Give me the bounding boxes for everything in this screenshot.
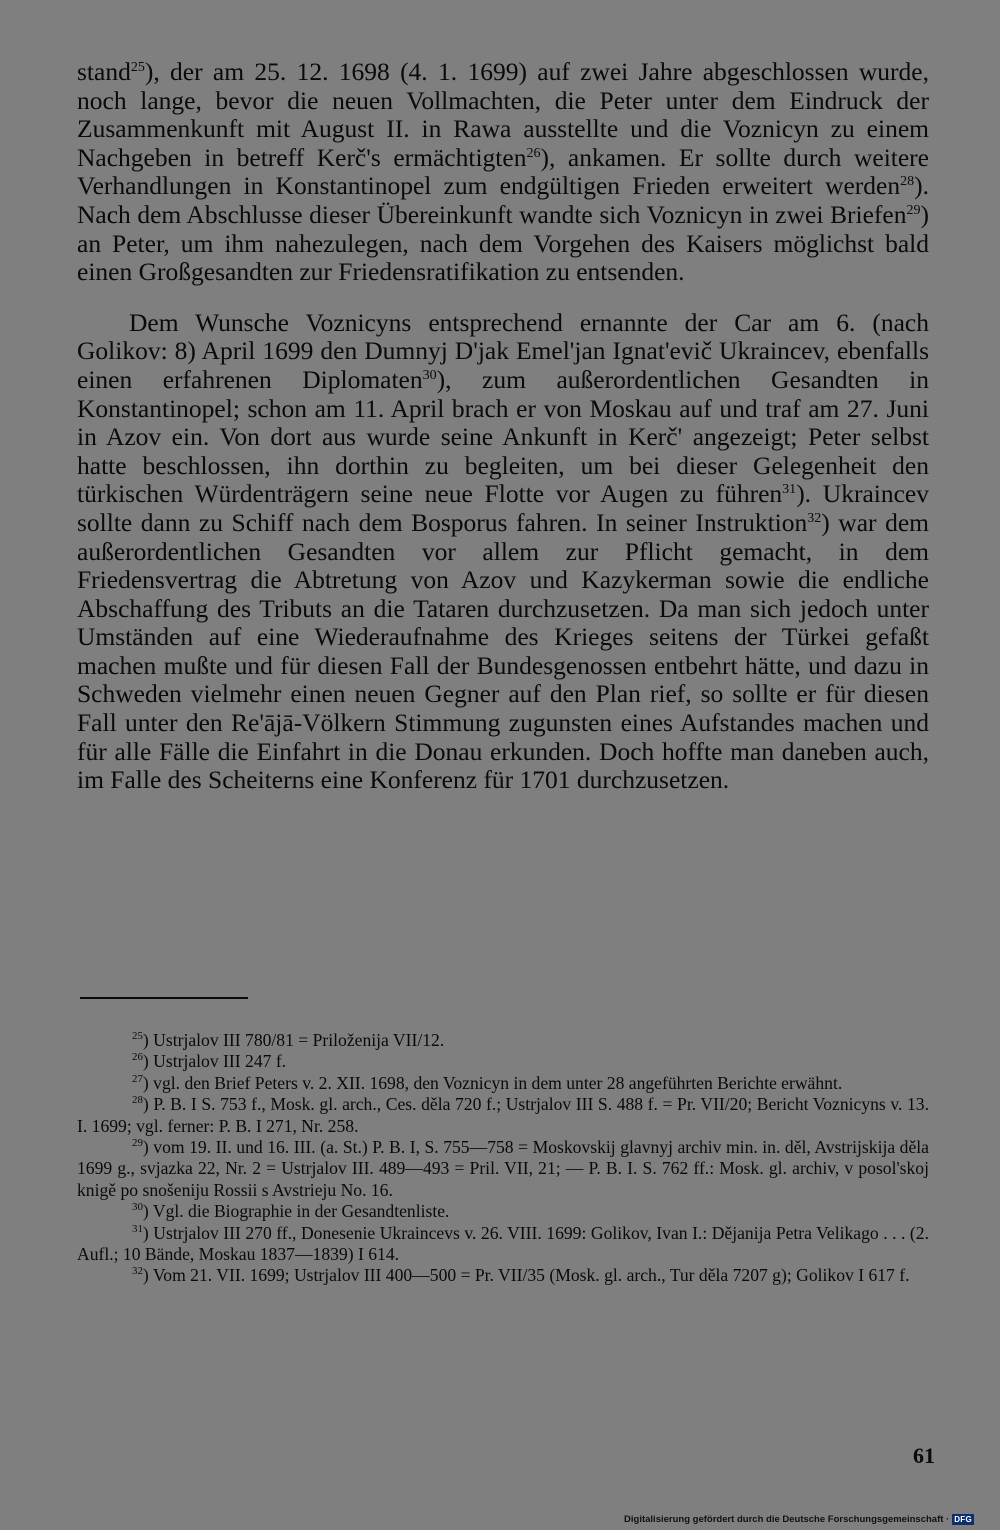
dfg-logo: DFG — [954, 1515, 972, 1524]
footnote-separator — [80, 997, 248, 999]
footnote — [77, 1201, 929, 1222]
text-run: ) an Peter, um ihm nahezulegen, nach dem Vorgehen des Kaisers möglichst bald einen Großgesandten zur Friedensratifikation zu entsenden. — [77, 199, 929, 287]
footnote-ref[interactable]: 30 — [422, 367, 437, 383]
text-run: ) war dem außerordentlichen Gesandten vor allem zur Pflicht gemacht, in dem Friedensvertrag die Abtretung von Azov und Kazykerman sowie die endliche Abschaffung des Tributs an die Tataren durchzusetzen. Da man sich jedoch unter Umständen auf eine Wiederaufnahme des Krieges seitens der Türkei gefaßt machen mußte und für diesen Fall der Bundesgenossen entbehrt hätte, und dazu in Schweden vielmehr einen neuen Gegner auf den Plan rief, so sollte er für diesen Fall unter den Re'ājā-Völkern Stimmung zugunsten eines Aufstandes machen und für alle Fälle die Einfahrt in die Donau erkunden. Doch hoffte man daneben auch, im Falle des Scheiterns eine Konferenz für 1701 durchzusetzen. — [77, 507, 929, 795]
footnote-text: P. B. I S. 753 f., Mosk. gl. arch., Ces. děla 720 f.; Ustrjalov III S. 488 f. = Pr. VII/20; Bericht Voznicyns v. 13. I. 1699; vgl. ferner: P. B. I 271, Nr. 258. — [77, 1094, 929, 1136]
text-run: ). Ukraincev sollte dann zu Schiff nach dem Bosporus fahren. In seiner Instruktion — [77, 479, 929, 537]
paragraph — [77, 309, 929, 795]
footnote — [77, 1051, 929, 1072]
footnote-number-label: 30 — [132, 1201, 143, 1214]
footnote-number: $^{29}$) — [132, 1136, 154, 1158]
footnote — [77, 1030, 929, 1051]
footnote-ref[interactable]: 32 — [807, 510, 822, 526]
footnote-text: vgl. den Brief Peters v. 2. XII. 1698, den Voznicyn in dem unter 28 angeführten Berichte erwähnt. — [153, 1072, 843, 1093]
footnote-ref[interactable]: 31 — [782, 482, 797, 498]
footnote-number: $^{26}$) — [132, 1051, 154, 1072]
footnote-ref[interactable]: 26 — [526, 145, 541, 161]
footnote-ref[interactable]: 28 — [900, 174, 915, 190]
footnote — [77, 1223, 929, 1266]
page-number: 61 — [913, 1443, 935, 1468]
footnote-number-label: 25 — [132, 1029, 143, 1042]
footnote-number: $^{27}$) — [132, 1072, 154, 1093]
footnote-text: Ustrjalov III 270 ff., Donesenie Ukraincevs v. 26. VIII. 1699: Golikov, Ivan I.: Dějanija Petra Velikago . . . (2. Aufl.; 10 Bände, Moskau 1837—1839) I 614. — [77, 1222, 929, 1265]
digitization-credit — [624, 1514, 974, 1525]
footnote — [77, 1094, 929, 1137]
text-run: ), der am 25. 12. 1698 (4. 1. 1699) auf zwei Jahre abgeschlossen wurde, noch lange, bevor die neuen Vollmachten, die Peter unter dem Eindruck der Zusammenkunft mit August II. in Rawa ausstellte und die Voznicyn zu einem Nachgeben in betreff Kerč's ermächtigten — [77, 57, 929, 172]
footnote-number-label: 32 — [132, 1265, 143, 1278]
footnote — [77, 1265, 929, 1286]
footnote-text: Vom 21. VII. 1699; Ustrjalov III 400—500 = Pr. VII/35 (Mosk. gl. arch., Tur děla 7207 g); Golikov I 617 f. — [152, 1265, 910, 1286]
footnote-number-label: 28 — [132, 1094, 143, 1107]
text-run: ), zum außerordentlichen Gesandten in Konstantinopel; schon am 11. April brach er von Moskau auf und traf am 27. Juni in Azov ein. Von dort aus wurde seine Ankunft in Kerč' angezeigt; Peter selbst hatte beschlossen, ihn dorthin zu begleiten, um bei dieser Gelegenheit den türkischen Würdenträgern seine neue Flotte vor Augen zu führen — [77, 364, 930, 509]
footnote-number-label: 29 — [132, 1136, 143, 1149]
footnote-number-label: 27 — [132, 1072, 143, 1085]
footnote-number: $^{31}$) — [132, 1222, 154, 1243]
footnote-text: Vgl. die Biographie in der Gesandtenliste. — [152, 1201, 450, 1222]
footnote-text: vom 19. II. und 16. III. (a. St.) P. B. I, S. 755—758 = Moskovskij glavnyj archiv min. in. děl, Avstrijskija děla 1699 g., svjazka 22, Nr. 2 = Ustrjalov III. 489—493 = Pril. VII, 21; — P. B. I. S. 762 ff.: Mosk. gl. archiv, v posol'skoj knigě po snošeniju Rossii s Avstrieju No. 16. — [77, 1137, 929, 1200]
paragraph — [77, 58, 929, 287]
footnote-text: Ustrjalov III 780/81 = Priloženija VII/12. — [153, 1030, 445, 1050]
text-run: Dem Wunsche Voznicyns entsprechend ernannte der Car am 6. (nach Golikov: 8) April 1699 den Dumnyj D'jak Emel'jan Ignat'evič Ukraincev, ebenfalls einen erfahrenen Diplomaten — [77, 307, 929, 394]
footnote-ref[interactable]: 29 — [906, 202, 921, 218]
text-run: ), ankamen. Er sollte durch weitere Verhandlungen in Konstantinopel zum endgültigen Frieden erweitert werden — [77, 142, 929, 201]
footnote-ref[interactable]: 25 — [130, 59, 145, 75]
text-run: ). Nach dem Abschlusse dieser Übereinkunft wandte sich Voznicyn in zwei Briefen — [77, 171, 929, 229]
body-text — [77, 58, 929, 795]
footnote-number-label: 31 — [132, 1222, 143, 1235]
footnote — [77, 1073, 929, 1094]
digitization-note: Digitalisierung gefördert durch die Deutsche Forschungsgemeinschaft · — [624, 1514, 950, 1525]
footnote-number: $^{28}$) — [132, 1094, 154, 1115]
footnote-number: $^{32}$) — [132, 1265, 153, 1286]
footnote-number: $^{25}$) — [132, 1029, 154, 1050]
footnotes — [77, 1030, 929, 1287]
text-run: stand — [77, 57, 131, 86]
footnote — [77, 1137, 929, 1201]
footnote-number-label: 26 — [132, 1051, 143, 1064]
footnote-number: $^{30}$) — [132, 1201, 153, 1222]
footnote-text: Ustrjalov III 247 f. — [153, 1051, 287, 1072]
